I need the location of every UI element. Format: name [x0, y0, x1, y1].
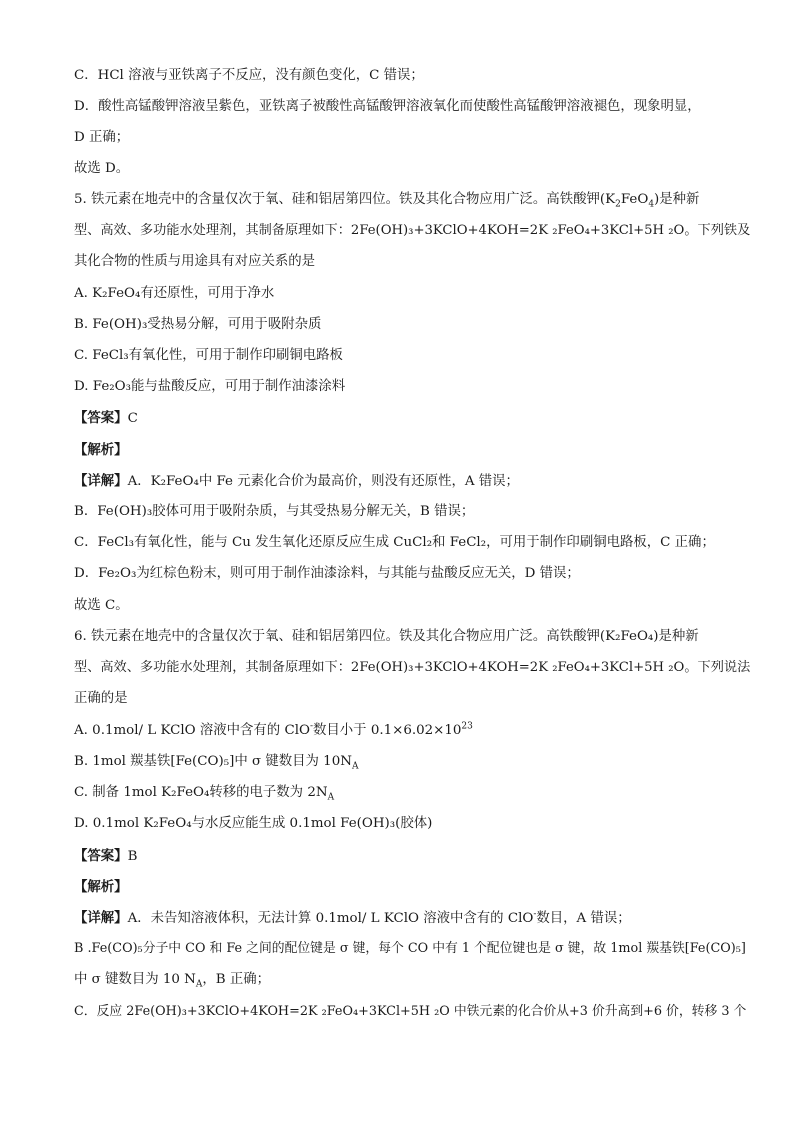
text-line: D 正确；: [74, 130, 130, 145]
text-line: C．HCl 溶液与亚铁离子不反应，没有颜色变化，C 错误；: [74, 68, 424, 83]
text-line: B．Fe(OH)₃胶体可用于吸附杂质，与其受热易分解无关，B 错误；: [74, 504, 475, 519]
option-a: A. K₂FeO₄有还原性，可用于净水: [74, 286, 275, 301]
question-5-stem: [74, 190, 699, 210]
analysis-label: 【解析】: [74, 879, 128, 895]
text-line: C．FeCl₃有氧化性，能与 Cu 发生氧化还原反应生成 CuCl₂和 FeCl₂，可用于制作印刷铜电路板，C 正确；: [74, 535, 715, 550]
subscript: 2: [615, 199, 621, 210]
text-run: 5. 铁元素在地壳中的含量仅次于氧、硅和铝居第四位。铁及其化合物应用广泛。高铁酸钾(K: [74, 192, 616, 207]
subscript: A: [327, 792, 335, 803]
text-run: A. 0.1mol/ L KClO 溶液中含有的 ClO: [74, 723, 310, 738]
text-line: 正确的是: [74, 691, 128, 706]
text-line: 型、高效、多功能水处理剂，其制备原理如下：2Fe(OH)₃+3KClO+4KOH=2K ₂FeO₄+3KCl+5H ₂O。下列说法: [74, 660, 751, 675]
answer-label: 【答案】: [74, 410, 128, 426]
detail-line: [74, 908, 631, 929]
subscript: A: [195, 979, 203, 990]
text-run: 数目，A 错误；: [536, 911, 631, 926]
superscript: 23: [461, 721, 473, 732]
text-run: FeO: [620, 192, 649, 207]
text-line: 故选 D。: [74, 161, 130, 176]
text-line: 型、高效、多功能水处理剂，其制备原理如下：2Fe(OH)₃+3KClO+4KOH=2K ₂FeO₄+3KCl+5H ₂O。下列铁及: [74, 223, 751, 238]
option-c: [74, 783, 334, 803]
option-b: [74, 752, 358, 772]
detail-label: 【详解】: [74, 910, 128, 926]
text-run: )是种新: [654, 192, 700, 207]
answer-value: C: [127, 411, 138, 426]
option-d: D. Fe₂O₃能与盐酸反应，可用于制作油漆涂料: [74, 379, 346, 394]
question-6-stem: 6. 铁元素在地壳中的含量仅次于氧、硅和铝居第四位。铁及其化合物应用广泛。高铁酸钾(K₂FeO₄)是种新: [74, 629, 699, 644]
superscript: -: [309, 721, 313, 732]
text-run: 数目小于 0.1×6.02×10: [313, 723, 462, 738]
analysis-heading: [74, 877, 128, 898]
analysis-label: 【解析】: [74, 442, 128, 458]
option-b: B. Fe(OH)₃受热易分解，可用于吸附杂质: [74, 317, 322, 332]
subscript: A: [351, 761, 359, 772]
text-run: ，B 正确；: [202, 972, 271, 987]
text-run: 中 σ 键数目为 10 N: [74, 972, 196, 987]
text-run: A．未告知溶液体积，无法计算 0.1mol/ L KClO 溶液中含有的 ClO: [127, 911, 534, 926]
answer-line: [74, 408, 138, 429]
option-c: C. FeCl₃有氧化性，可用于制作印刷铜电路板: [74, 348, 343, 363]
subscript: 4: [648, 199, 655, 210]
option-a: [74, 721, 473, 741]
answer-label: 【答案】: [74, 848, 128, 864]
text-line: D．酸性高锰酸钾溶液呈紫色，亚铁离子被酸性高锰酸钾溶液氧化而使酸性高锰酸钾溶液褪色，现象明显，: [74, 99, 701, 114]
text-line: 故选 C。: [74, 598, 129, 613]
text-line: [74, 970, 270, 990]
text-run: C. 制备 1mol K₂FeO₄转移的电子数为 2N: [74, 785, 328, 800]
text-line: B .Fe(CO)₅分子中 CO 和 Fe 之间的配位键是 σ 键，每个 CO 中有 1 个配位键也是 σ 键，故 1mol 羰基铁[Fe(CO)₅]: [74, 941, 746, 956]
answer-line: [74, 846, 137, 867]
detail-label: 【详解】: [74, 473, 128, 489]
superscript: -: [533, 909, 537, 920]
text-line: C．反应 2Fe(OH)₃+3KClO+4KOH=2K ₂FeO₄+3KCl+5H ₂O 中铁元素的化合价从+3 价升高到+6 价，转移 3 个: [74, 1004, 747, 1019]
answer-value: B: [127, 849, 138, 864]
detail-line: [74, 471, 519, 492]
text-line: 其化合物的性质与用途具有对应关系的是: [74, 254, 316, 269]
text-line: D．Fe₂O₃为红棕色粉末，则可用于制作油漆涂料，与其能与盐酸反应无关，D 错误；: [74, 566, 580, 581]
analysis-heading: [74, 440, 128, 461]
option-d: D. 0.1mol K₂FeO₄与水反应能生成 0.1mol Fe(OH)₃(胶体): [74, 816, 433, 831]
text-run: A．K₂FeO₄中 Fe 元素化合价为最高价，则没有还原性，A 错误；: [127, 474, 519, 489]
text-run: B. 1mol 羰基铁[Fe(CO)₅]中 σ 键数目为 10N: [74, 754, 352, 769]
